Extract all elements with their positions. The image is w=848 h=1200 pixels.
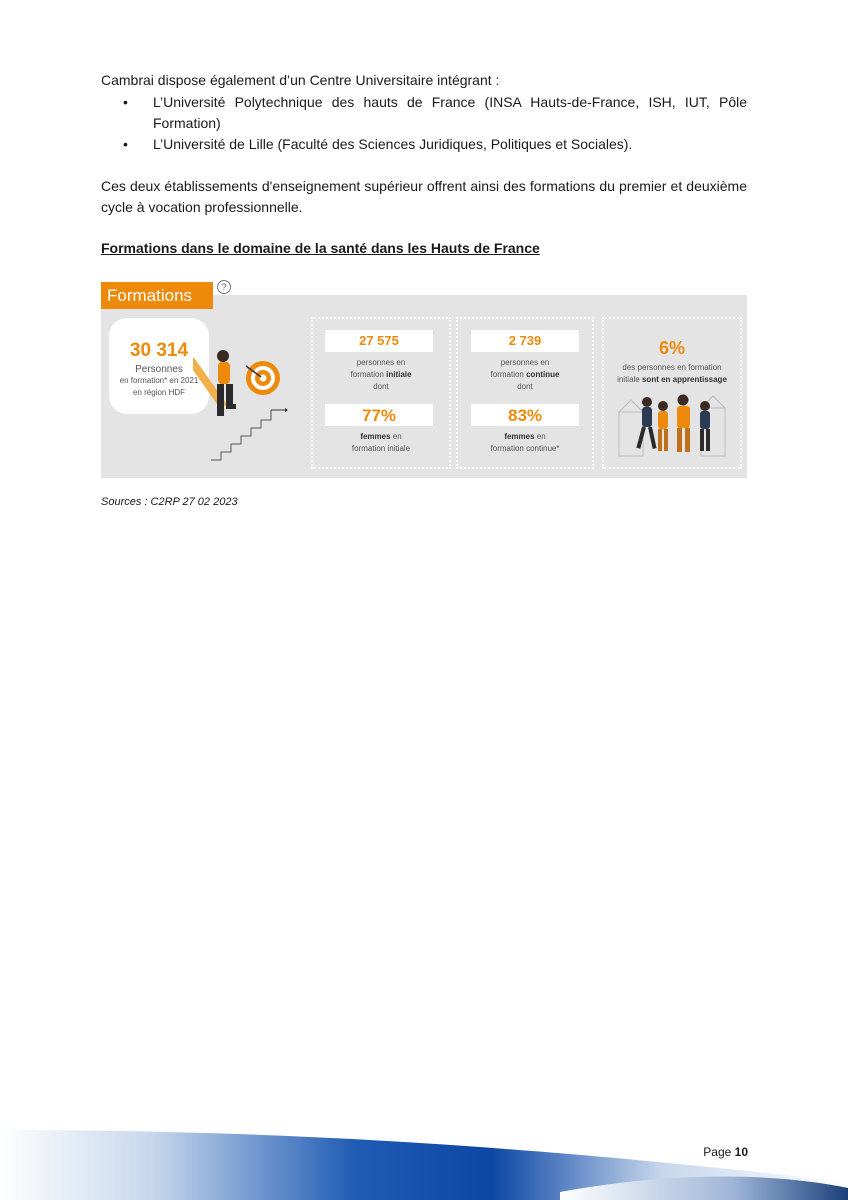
university-list [101, 92, 747, 155]
continue-women-cap2: formation continue* [490, 444, 560, 453]
list-item [101, 134, 747, 155]
woman-stairs-target-illustration [193, 348, 293, 466]
initial-value: 27 575 [325, 330, 433, 352]
continue-women-cap1a: femmes [504, 432, 535, 441]
section-heading: Formations dans le domaine de la santé dans les Hauts de France [101, 240, 540, 256]
initial-women-cap1b: en [390, 432, 402, 441]
formations-infographic [101, 280, 747, 478]
list-item-text: L’Université de Lille (Faculté des Sciences Juridiques, Politiques et Sociales). [153, 136, 633, 152]
bullet: • [123, 94, 128, 110]
intro-text: Cambrai dispose également d’un Centre Universitaire intégrant : [101, 72, 500, 88]
total-value: 30 314 [129, 340, 189, 361]
initial-cap1: personnes en [356, 358, 406, 367]
list-item-text: L’Université Polytechnique des hauts de France (INSA Hauts-de-France, ISH, IUT, Pôle Formation) [153, 94, 747, 131]
initial-cap2a: formation [350, 370, 387, 379]
question-circle-icon[interactable]: ? [217, 280, 231, 294]
total-label: Personnes [135, 364, 183, 375]
apprenticeship-cap1: des personnes en formation [622, 363, 722, 372]
continue-cap2 [459, 369, 591, 381]
continue-women-caption [459, 431, 591, 455]
initial-women-caption [315, 431, 447, 455]
total-sub1: en formation* en 2021 [119, 376, 199, 385]
continue-women-cap1b: en [534, 432, 546, 441]
initial-women-cap1 [315, 431, 447, 443]
initial-cap2b: initiale [386, 370, 412, 379]
students-walking-illustration [617, 392, 729, 464]
continue-cap2b: continue [526, 370, 560, 379]
list-item [101, 92, 747, 134]
continue-women-cap1 [459, 431, 591, 443]
page-number [703, 1145, 748, 1159]
apprenticeship-cap2 [607, 374, 737, 386]
initial-cap2 [315, 369, 447, 381]
footer-wave-band [0, 1122, 848, 1200]
apprenticeship-cap2a: initiale [617, 375, 642, 384]
continue-value: 2 739 [471, 330, 579, 352]
continue-cap1: personnes en [500, 358, 550, 367]
continue-cap2a: formation [490, 370, 527, 379]
page-label: Page [703, 1145, 735, 1159]
continue-caption [459, 357, 591, 393]
bullet: • [123, 136, 128, 152]
apprenticeship-caption [607, 362, 737, 386]
page-number-value: 10 [734, 1145, 748, 1159]
apprenticeship-cap2b: sont en apprentissage [641, 375, 727, 384]
continue-women-pct: 83% [471, 404, 579, 426]
initial-caption [315, 357, 447, 393]
initial-women-cap2: formation initiale [351, 444, 411, 453]
initial-women-cap1a: femmes [360, 432, 391, 441]
apprenticeship-value: 6% [658, 338, 685, 358]
continue-cap3: dont [517, 382, 533, 391]
sources-note: Sources : C2RP 27 02 2023 [101, 496, 238, 508]
paragraph: Ces deux établissements d'enseignement supérieur offrent ainsi des formations du premier et deuxième cycle à vocation professionnelle. [101, 178, 747, 215]
infographic-tab-title: Formations [101, 282, 213, 309]
initial-cap3: dont [373, 382, 389, 391]
total-sub2: en région HDF [132, 388, 186, 397]
initial-women-pct: 77% [325, 404, 433, 426]
